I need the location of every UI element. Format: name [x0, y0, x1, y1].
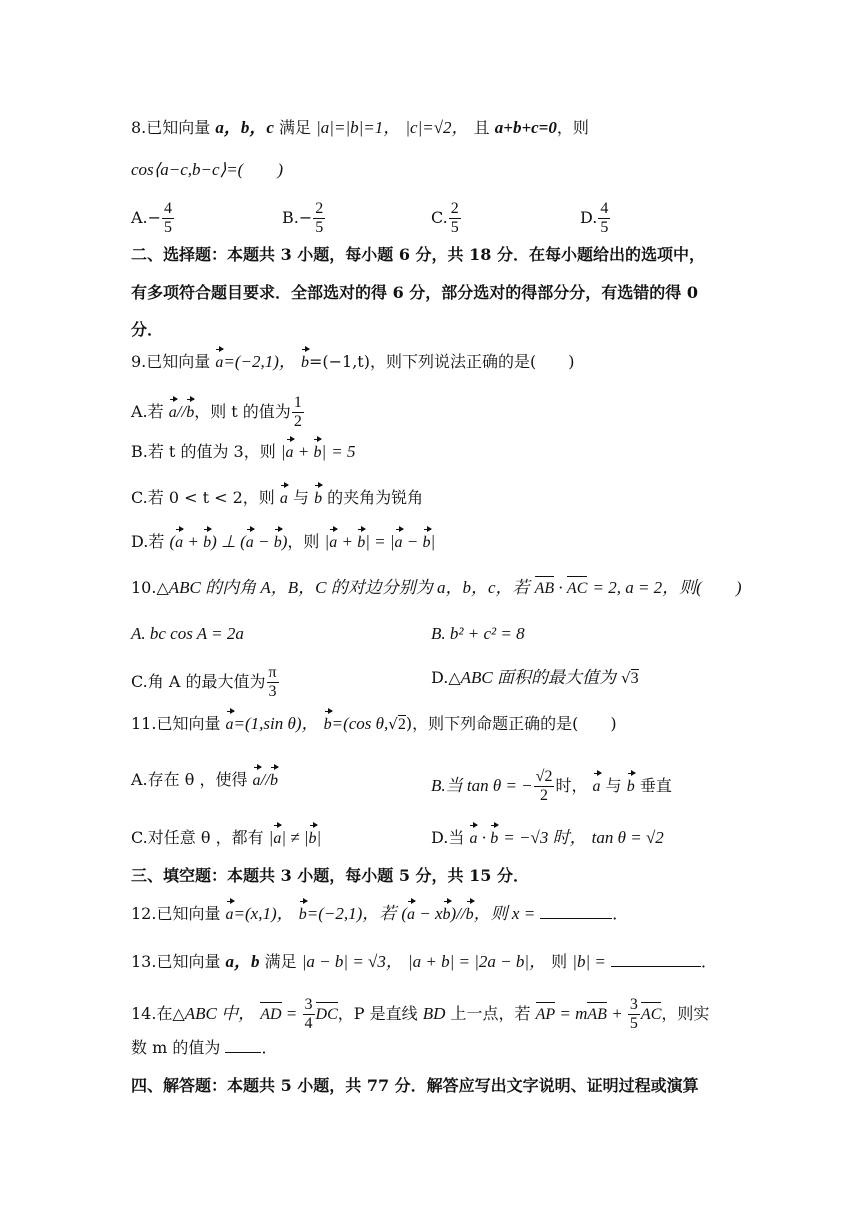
q14-stem-line2	[131, 1036, 277, 1060]
q8-option-c-den: 5	[450, 219, 459, 236]
q8-option-a-num: 4	[164, 200, 173, 217]
q11-stem-c: =(cos θ,	[331, 714, 389, 733]
q14-frac1-num: 3	[304, 996, 313, 1013]
q10-stem-c: = 2, a = 2，则( )	[592, 578, 742, 597]
q13-stem-a: 13.已知向量	[131, 952, 221, 971]
q9-option-c	[131, 486, 423, 511]
vector-ad: AD	[260, 1002, 281, 1027]
q14-frac2-num: 3	[629, 996, 638, 1013]
q9-option-b-eq: = 5	[331, 442, 356, 461]
q9-option-a-den: 2	[293, 413, 302, 430]
q9-option-c-mid: 与	[287, 488, 315, 507]
vector-b: b	[627, 775, 635, 799]
q14-stem-a: 14.在	[131, 1004, 173, 1023]
q9-option-b: B.若 t 的值为 3，则 |a + b| = 5	[131, 440, 356, 465]
q14-answer-blank[interactable]	[225, 1052, 261, 1053]
vector-b: b	[299, 903, 307, 927]
q9-stem-b: =(−2,1)，	[223, 352, 296, 371]
q9-stem-a: 9.已知向量	[131, 352, 211, 371]
vector-a: a	[226, 903, 234, 927]
q12-stem-a: 12.已知向量	[131, 904, 221, 923]
q9-option-d-text: D.若	[131, 532, 165, 551]
vector-a: a	[329, 531, 337, 555]
vector-a: a	[253, 769, 261, 793]
q14-line2-end: ．	[261, 1038, 278, 1057]
q10-option-c-num: π	[268, 664, 277, 681]
q8-option-b	[282, 200, 326, 237]
q13-cond1: |a − b| = √3，	[301, 952, 403, 971]
q14-frac2-den: 5	[629, 1015, 638, 1032]
q8-option-d-label: D.	[580, 208, 598, 227]
vector-b: b	[186, 401, 194, 425]
q8-cond3: a+b+c=0	[494, 118, 557, 137]
q12-stem: 12.已知向量 a=(x,1)， b=(−2,1)，若 (a − xb)//b，则 x = ．	[131, 902, 628, 927]
q8-stem-line2	[131, 158, 283, 182]
q11-option-a: A.存在 θ ，使得 a//b	[131, 768, 278, 793]
q11-option-c-text: C.对任意 θ ，都有	[131, 828, 264, 847]
vector-b: b	[274, 531, 282, 555]
q8-cond1: |a|=|b|=1，	[316, 118, 401, 137]
vector-ab: AB	[535, 576, 555, 601]
q9-option-b-text: B.若 t 的值为 3，则	[131, 442, 276, 461]
q9-option-c-end: 的夹角为锐角	[322, 488, 424, 507]
q9-option-a-mid: ，则 t 的值为	[194, 402, 291, 421]
q8-cond3-prefix: 且	[473, 118, 490, 137]
q8-option-d-fraction	[598, 200, 610, 237]
q11-option-b	[431, 768, 672, 805]
vector-b: b	[309, 827, 317, 851]
vector-ap: AP	[536, 1002, 556, 1027]
vector-ac: AC	[641, 1002, 661, 1027]
q14-stem-b: ABC 中，	[184, 1004, 256, 1023]
q8-option-b-den: 5	[315, 219, 324, 236]
q9-stem-c: =(−1,t)，则下列说法正确的是( )	[308, 352, 575, 371]
vector-a: a	[395, 531, 403, 555]
q11-option-b-text: B.当 tan θ = −	[431, 776, 533, 795]
q8-stem-end: ，则	[556, 118, 589, 137]
vector-b: b	[357, 531, 365, 555]
q8-option-a	[131, 200, 175, 237]
q11-option-b-num: √2	[535, 768, 553, 785]
q9-stem	[131, 350, 574, 375]
vector-ac: AC	[567, 576, 587, 601]
q9-option-d: D.若 (a + b) ⊥ (a − b)，则 |a + b| = |a − b|	[131, 530, 435, 555]
vector-b: b	[490, 827, 498, 851]
q14-fraction-2	[628, 996, 640, 1033]
q10-option-d	[431, 666, 639, 691]
q10-stem: 10.△ABC 的内角 A，B，C 的对边分别为 a，b，c，若 AB · AC = 2, a = 2，则( )	[131, 576, 741, 601]
section4-header: 四、解答题：本题共 5 小题，共 77 分．解答应写出文字说明、证明过程或演算	[131, 1076, 699, 1095]
q8-option-d-num: 4	[600, 200, 609, 217]
q14-frac1-den: 4	[304, 1015, 313, 1032]
vector-a: a	[280, 487, 288, 511]
q8-stem-prefix: 8.已知向量	[131, 118, 211, 137]
q13-stem-c: 则	[551, 952, 568, 971]
q10-option-c-fraction	[267, 664, 279, 701]
q11-stem-a: 11.已知向量	[131, 714, 221, 733]
q10-option-a-text: A. bc cos A = 2a	[131, 624, 244, 643]
section3-header: 三、填空题：本题共 3 小题，每小题 5 分，共 15 分．	[131, 866, 529, 885]
q8-option-b-fraction	[313, 200, 325, 237]
q8-cond2: |c|=√2，	[405, 118, 469, 137]
q8-expression: cos⟨a−c,b−c⟩=( )	[131, 160, 284, 179]
section2-header-line2: 有多项符合题目要求．全部选对的得 6 分，部分选对的得部分分，有选错的得 0	[131, 283, 698, 302]
q11-option-b-end2: 垂直	[634, 776, 672, 795]
q12-stem-end: ．	[612, 904, 629, 923]
q8-option-b-sign: −	[298, 208, 313, 227]
q11-option-b-den: 2	[540, 787, 549, 804]
q14-stem-c: ，P 是直线	[337, 1004, 418, 1023]
q8-stem-mid: 满足	[279, 118, 312, 137]
q8-option-a-label: A.	[131, 208, 148, 227]
q11-stem-b: =(1,sin θ)，	[233, 714, 319, 733]
triangle-icon: △	[448, 668, 461, 687]
q8-option-b-label: B.	[282, 208, 299, 227]
q8-option-d	[580, 200, 611, 237]
q8-option-b-num: 2	[315, 200, 324, 217]
q9-option-d-end: ，则	[287, 532, 320, 551]
vector-a: a	[469, 827, 477, 851]
vector-a: a	[286, 441, 294, 465]
q11-root2: 2	[397, 716, 406, 733]
q10-option-d-label: D.	[431, 668, 449, 687]
q9-option-a-fraction	[292, 394, 304, 431]
q9-option-a: A.若 a//b，则 t 的值为 $\frac{1}{2}$	[131, 394, 302, 430]
q13-stem-end: ．	[700, 952, 717, 971]
sqrt-2: √2	[388, 715, 406, 733]
q13-stem	[131, 950, 717, 974]
q11-option-b-end1: 时，	[555, 776, 588, 795]
vector-b: b	[443, 903, 451, 927]
q14-stem-f: ，则实	[661, 1004, 710, 1023]
vector-a: a	[226, 713, 234, 737]
vector-a: a	[407, 903, 415, 927]
q14-fraction-1	[303, 996, 315, 1033]
q8-option-d-den: 5	[600, 219, 609, 236]
triangle-icon: △	[156, 578, 169, 597]
vector-b: b	[313, 441, 321, 465]
q11-option-c: C.对任意 θ ，都有 |a| ≠ |b|	[131, 826, 321, 851]
vector-b: b	[466, 903, 474, 927]
vector-b: b	[314, 487, 322, 511]
vector-b: b	[423, 531, 431, 555]
vector-a: a	[215, 351, 223, 375]
q10-option-c-den: 3	[268, 683, 277, 700]
q12-stem-c: =(−2,1)，若	[306, 904, 397, 923]
q10-option-c	[131, 664, 280, 701]
q11-stem-d: )，则下列命题正确的是( )	[405, 714, 617, 733]
q11-option-b-fraction	[534, 768, 555, 805]
q14-stem: 14.在△ABC 中， AD = $\frac{3}{4}$ DC，P 是直线 BD 上一点，若 AP = mAB + $\frac{3}{5}$ AC，则实	[131, 996, 710, 1032]
q8-option-a-sign: −	[147, 208, 162, 227]
q12-stem-d: ，则 x =	[473, 904, 536, 923]
vector-ab: AB	[587, 1002, 607, 1027]
q11-option-d-text: D.当	[431, 828, 465, 847]
q8-option-a-fraction	[162, 200, 174, 237]
q8-option-c	[431, 200, 462, 237]
q8-option-c-label: C.	[431, 208, 448, 227]
q12-answer-blank[interactable]	[540, 918, 612, 919]
q11-option-d-mid: = −√3 时，	[503, 828, 587, 847]
q10-stem-b: ABC 的内角 A，B，C 的对边分别为 a，b，c，若	[168, 578, 530, 597]
vector-b: b	[324, 713, 332, 737]
q10-option-c-text: C.角 A 的最大值为	[131, 672, 266, 691]
q8-stem	[131, 116, 589, 140]
q8-vars: a，b，c	[215, 118, 274, 137]
q10-stem-a: 10.	[131, 578, 157, 597]
vector-b: b	[270, 769, 278, 793]
vector-b: b	[203, 531, 211, 555]
q14-stem-e: 上一点，若	[450, 1004, 531, 1023]
q9-option-a-prefix: A.若	[131, 402, 164, 421]
q9-option-a-num: 1	[293, 394, 302, 411]
q11-option-a-text: A.存在 θ ，使得	[131, 770, 248, 789]
q10-option-d-root: 3	[630, 670, 639, 687]
vector-a: a	[175, 531, 183, 555]
vector-a: a	[273, 827, 281, 851]
q11-option-b-mid: 与	[600, 776, 627, 795]
q9-option-c-text: C.若 0 < t < 2，则	[131, 488, 275, 507]
vector-b: b	[301, 351, 309, 375]
q13-cond2: |a + b| = |2a − b|，	[407, 952, 547, 971]
section2-header-line3: 分．	[131, 320, 164, 339]
q14-line2: 数 m 的值为	[131, 1038, 221, 1057]
vector-a: a	[169, 401, 177, 425]
vector-dc: DC	[316, 1002, 338, 1027]
q14-stem-d: BD	[422, 1004, 446, 1023]
vector-a: a	[593, 775, 601, 799]
q11-stem	[131, 712, 617, 737]
q8-option-c-fraction	[449, 200, 461, 237]
q10-option-b	[431, 622, 525, 646]
q10-option-b-text: B. b² + c² = 8	[431, 624, 525, 643]
section2-header-line1: 二、选择题：本题共 3 小题，每小题 6 分，共 18 分．在每小题给出的选项中，	[131, 245, 705, 264]
q8-option-c-num: 2	[450, 200, 459, 217]
sqrt-3: √3	[621, 669, 639, 687]
q13-vars: a，b	[225, 952, 260, 971]
q12-stem-b: =(x,1)，	[233, 904, 294, 923]
q11-option-d-end: tan θ = √2	[591, 828, 664, 847]
q10-option-d-text: ABC 面积的最大值为	[460, 668, 617, 687]
q11-option-d: D.当 a · b = −√3 时， tan θ = √2	[431, 826, 664, 851]
vector-a: a	[246, 531, 254, 555]
q8-option-a-den: 5	[164, 219, 173, 236]
triangle-icon: △	[172, 1004, 185, 1023]
q13-stem-b: 满足	[264, 952, 297, 971]
q13-answer-blank[interactable]	[611, 966, 701, 967]
q13-stem-d: |b| =	[572, 952, 606, 971]
q10-option-a	[131, 622, 244, 646]
